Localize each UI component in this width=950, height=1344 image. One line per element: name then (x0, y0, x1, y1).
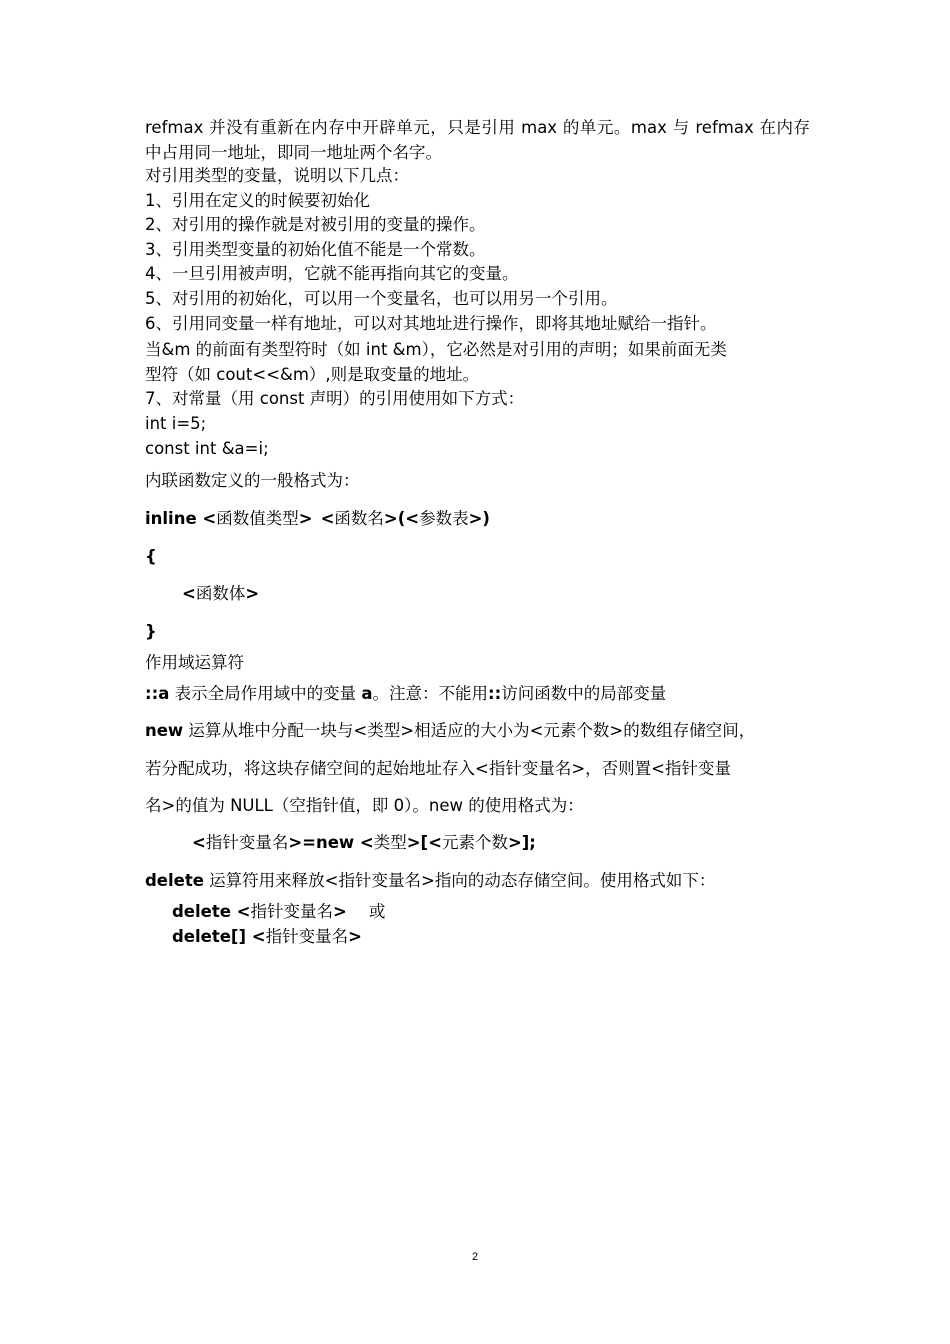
delete-fmt-kw: delete < (172, 902, 251, 921)
delete-keyword: delete (145, 871, 204, 890)
delete-syntax-line-2 (172, 925, 362, 949)
brace-open: { (145, 547, 157, 566)
new-fmt-end: >]; (507, 833, 536, 852)
new-desc-line-2: 若分配成功，将这块存储空间的起始地址存入<指针变量名>，否则置<指针变量 (145, 759, 731, 778)
note-line-1: 当&m 的前面有类型符时（如 int &m），它必然是对引用的声明；如果前面无类 (145, 340, 727, 359)
scope-operator-title: 作用域运算符 (145, 653, 244, 672)
delete-desc-line (145, 869, 715, 893)
new-fmt-type: 类型 (373, 833, 407, 852)
new-desc-line-3: 名>的值为 NULL（空指针值，即 0）。new 的使用格式为： (145, 796, 584, 815)
new-desc-line-1 (145, 719, 755, 743)
scope-operator-line (145, 682, 666, 706)
scope-text-3: 访问函数中的局部变量 (501, 684, 667, 703)
delete-fmt-gt: > (333, 902, 347, 921)
inline-syntax-line (145, 507, 490, 531)
list-item-2: 2、对引用的操作就是对被引用的变量的操作。 (145, 215, 486, 234)
list-item-7: 7、对常量（用 const 声明）的引用使用如下方式： (145, 389, 525, 408)
body-lt: < (182, 584, 196, 603)
inline-paren-close: >) (468, 509, 490, 528)
inline-function-intro: 内联函数定义的一般格式为： (145, 471, 360, 490)
code-line-2: const int &a=i; (145, 439, 269, 458)
new-fmt-bracket: >[< (406, 833, 442, 852)
body-gt: > (245, 584, 260, 603)
brace-close: } (145, 622, 157, 641)
inline-function-name: 函数名 (334, 509, 384, 528)
delete-fmt-ptr: 指针变量名 (250, 902, 333, 921)
list-item-1: 1、引用在定义的时候要初始化 (145, 191, 370, 210)
list-item-4: 4、一旦引用被声明，它就不能再指向其它的变量。 (145, 264, 519, 283)
list-item-5: 5、对引用的初始化，可以用一个变量名，也可以用另一个引用。 (145, 289, 618, 308)
list-item-3: 3、引用类型变量的初始化值不能是一个常数。 (145, 240, 486, 259)
delete-array-fmt-kw: delete[] < (172, 927, 266, 946)
list-item-6: 6、引用同变量一样有地址，可以对其地址进行操作，即将其地址赋给一指针。 (145, 314, 717, 333)
new-fmt-count: 元素个数 (441, 833, 508, 852)
delete-array-fmt-ptr: 指针变量名 (265, 927, 349, 946)
inline-return-type: 函数值类型 (216, 509, 299, 528)
delete-text: 运算符用来释放<指针变量名>指向的动态存储空间。使用格式如下： (203, 871, 716, 890)
body-text: 函数体 (195, 584, 246, 603)
delete-array-fmt-gt: > (348, 927, 362, 946)
paragraph-refmax: refmax 并没有重新在内存中开辟单元，只是引用 max 的单元。max 与 refmax 在内存中占用同一地址，即同一地址两个名字。 (145, 118, 810, 162)
new-keyword: new (145, 721, 184, 740)
scope-text-1: 表示全局作用域中的变量 (169, 684, 362, 703)
inline-keyword: inline < (145, 509, 217, 528)
page-number: 2 (471, 1251, 479, 1263)
inline-lt: < (320, 509, 335, 528)
inline-paren-open: >(< (383, 509, 420, 528)
delete-syntax-line-1 (172, 900, 385, 924)
scope-var-a: a (361, 684, 373, 703)
inline-params: 参数表 (419, 509, 469, 528)
scope-op: :: (487, 684, 502, 703)
scope-global-a: ::a (145, 684, 170, 703)
note-line-2: 型符（如 cout<<&m）,则是取变量的地址。 (145, 365, 480, 384)
scope-text-2: 。注意：不能用 (372, 684, 488, 703)
new-fmt-ptr: 指针变量名 (205, 833, 289, 852)
delete-fmt-or: 或 (368, 902, 386, 921)
new-syntax-line (192, 831, 536, 855)
code-line-1: int i=5; (145, 414, 207, 433)
new-fmt-lt: < (192, 833, 206, 852)
function-body-line (182, 582, 259, 606)
paragraph-reference-notes-intro: 对引用类型的变量，说明以下几点： (145, 166, 409, 185)
new-fmt-eq-new: >=new < (288, 833, 374, 852)
inline-gt: > (298, 509, 313, 528)
new-text-1: 运算从堆中分配一块与<类型>相适应的大小为<元素个数>的数组存储空间， (183, 721, 756, 740)
